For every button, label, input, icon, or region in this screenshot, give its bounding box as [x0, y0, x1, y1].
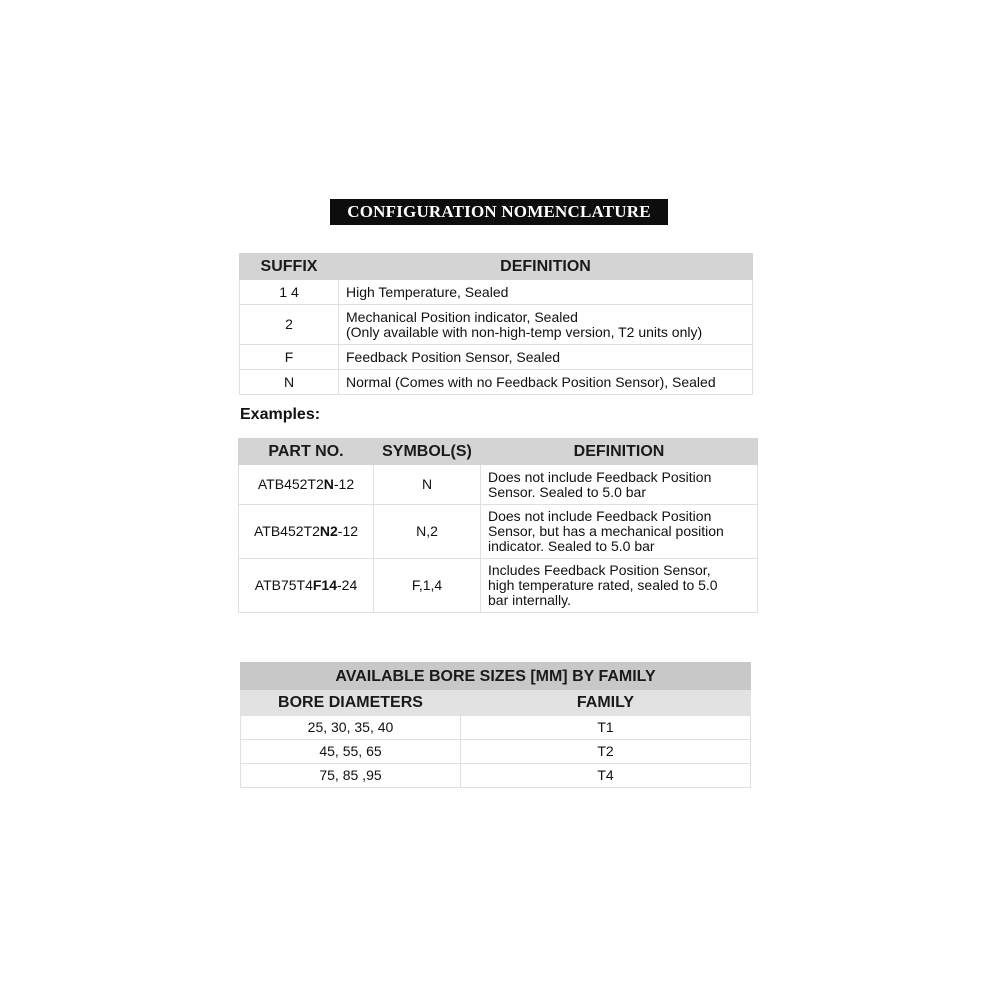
- definition-cell: [339, 305, 753, 345]
- column-header-suffix: SUFFIX: [240, 254, 339, 280]
- definition-line: bar internally.: [488, 592, 572, 608]
- table-header-row: [239, 439, 758, 465]
- column-header-definition: DEFINITION: [339, 254, 753, 280]
- table-row: [239, 559, 758, 613]
- definition-line: Does not include Feedback Position: [488, 468, 712, 485]
- examples-heading: Examples:: [240, 406, 321, 423]
- family-cell: T4: [461, 764, 751, 788]
- definition-line: High Temperature, Sealed: [346, 283, 509, 300]
- table-row: [240, 345, 753, 370]
- part-bold-suffix: F14: [312, 577, 337, 593]
- definition-line: high temperature rated, sealed to 5.0: [488, 577, 718, 593]
- part-number-cell: [239, 505, 374, 559]
- suffix-cell: 1 4: [240, 280, 339, 305]
- table-row: [241, 740, 751, 764]
- table-header-row: [240, 254, 753, 280]
- family-cell: T2: [461, 740, 751, 764]
- suffix-cell: F: [240, 345, 339, 370]
- part-bold-suffix: N: [323, 476, 334, 492]
- definition-line: Sensor. Sealed to 5.0 bar: [488, 483, 646, 500]
- part-number-cell: [239, 465, 374, 505]
- suffix-cell: N: [240, 370, 339, 395]
- column-header-symbols: SYMBOL(S): [374, 439, 481, 465]
- column-header-bore-diameters: BORE DIAMETERS: [241, 690, 461, 716]
- definition-cell: [339, 280, 753, 305]
- bore-table-title: AVAILABLE BORE SIZES [MM] BY FAMILY: [241, 663, 751, 690]
- family-cell: T1: [461, 716, 751, 740]
- table-row: [241, 716, 751, 740]
- table-row: [240, 305, 753, 345]
- table-row: [240, 280, 753, 305]
- table-header-row: [241, 690, 751, 716]
- part-prefix: ATB452T2: [257, 476, 324, 492]
- table-title-row: [241, 663, 751, 690]
- definition-cell: [339, 370, 753, 395]
- column-header-definition: DEFINITION: [481, 439, 758, 465]
- suffix-table: [239, 253, 753, 395]
- table-row: [239, 505, 758, 559]
- definition-line: Sensor, but has a mechanical position: [488, 523, 724, 539]
- examples-table: [238, 438, 758, 613]
- part-prefix: ATB75T4: [254, 577, 313, 593]
- definition-line: (Only available with non-high-temp version, T2 units only): [346, 323, 703, 340]
- definition-cell: [481, 559, 758, 613]
- suffix-cell: 2: [240, 305, 339, 345]
- definition-line: Normal (Comes with no Feedback Position Sensor), Sealed: [346, 373, 716, 390]
- page-title: CONFIGURATION NOMENCLATURE: [330, 199, 668, 225]
- symbols-cell: N,2: [374, 505, 481, 559]
- definition-line: Feedback Position Sensor, Sealed: [346, 348, 561, 365]
- part-size: -12: [337, 523, 359, 539]
- symbols-cell: N: [374, 465, 481, 505]
- definition-line: Includes Feedback Position Sensor,: [488, 562, 711, 578]
- part-size: -12: [333, 476, 355, 492]
- definition-line: Does not include Feedback Position: [488, 508, 712, 524]
- definition-cell: [339, 345, 753, 370]
- part-bold-suffix: N2: [319, 523, 338, 539]
- part-prefix: ATB452T2: [253, 523, 320, 539]
- column-header-family: FAMILY: [461, 690, 751, 716]
- part-size: -24: [337, 577, 358, 593]
- definition-cell: [481, 465, 758, 505]
- table-row: [239, 465, 758, 505]
- definition-cell: [481, 505, 758, 559]
- bore-diameters-cell: 75, 85 ,95: [241, 764, 461, 788]
- column-header-part-no: PART NO.: [239, 439, 374, 465]
- part-number-cell: [239, 559, 374, 613]
- bore-diameters-cell: 25, 30, 35, 40: [241, 716, 461, 740]
- table-row: [240, 370, 753, 395]
- bore-sizes-table: [240, 662, 751, 788]
- definition-line: Mechanical Position indicator, Sealed: [346, 308, 578, 325]
- table-row: [241, 764, 751, 788]
- bore-diameters-cell: 45, 55, 65: [241, 740, 461, 764]
- symbols-cell: F,1,4: [374, 559, 481, 613]
- definition-line: indicator. Sealed to 5.0 bar: [488, 538, 655, 554]
